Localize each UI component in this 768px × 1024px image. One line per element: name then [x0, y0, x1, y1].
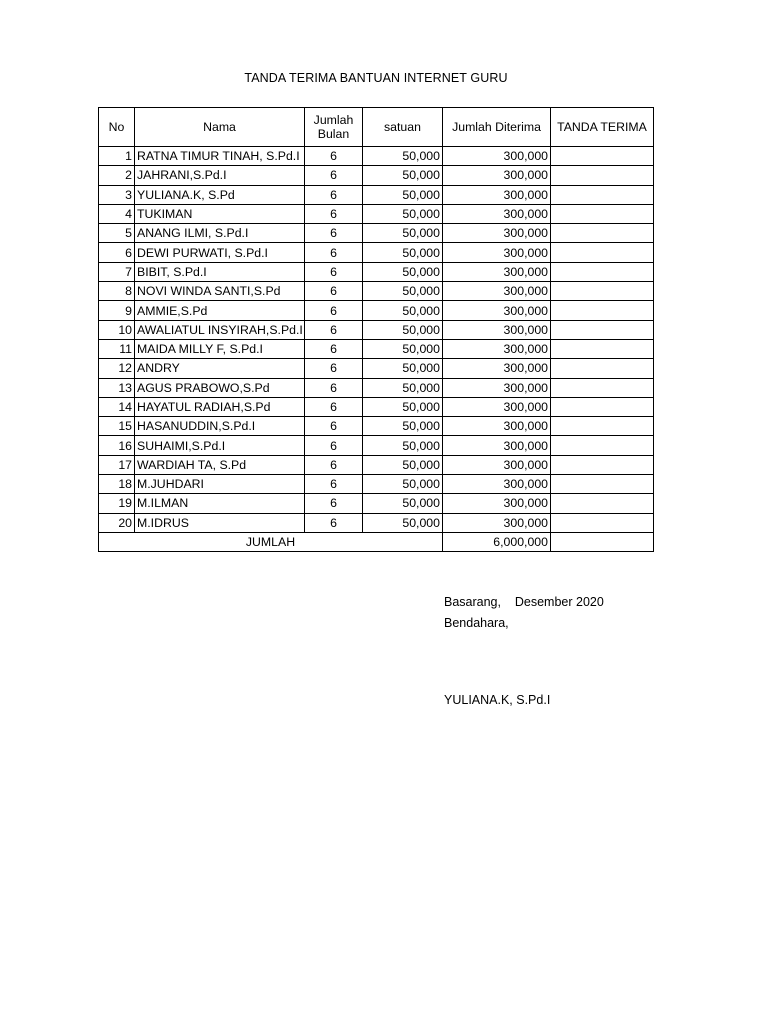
row-satuan: 50,000 — [363, 494, 443, 513]
row-nama: MAIDA MILLY F, S.Pd.I — [135, 339, 305, 358]
document-title: TANDA TERIMA BANTUAN INTERNET GURU — [244, 71, 508, 85]
row-signature-cell — [551, 359, 654, 378]
table-row — [99, 204, 654, 223]
row-no: 13 — [99, 378, 135, 397]
table-row — [99, 494, 654, 513]
row-nama: M.IDRUS — [135, 513, 305, 532]
row-no: 4 — [99, 204, 135, 223]
row-no: 8 — [99, 282, 135, 301]
row-jumlah-bulan: 6 — [305, 185, 363, 204]
row-signature-cell — [551, 243, 654, 262]
row-jumlah-bulan: 6 — [305, 455, 363, 474]
row-signature-cell — [551, 455, 654, 474]
row-satuan: 50,000 — [363, 224, 443, 243]
row-satuan: 50,000 — [363, 147, 443, 166]
row-jumlah-bulan: 6 — [305, 320, 363, 339]
row-jumlah-diterima: 300,000 — [443, 243, 551, 262]
table-row — [99, 417, 654, 436]
row-signature-cell — [551, 147, 654, 166]
row-jumlah-diterima: 300,000 — [443, 417, 551, 436]
row-nama: YULIANA.K, S.Pd — [135, 185, 305, 204]
row-nama: RATNA TIMUR TINAH, S.Pd.I — [135, 147, 305, 166]
row-no: 14 — [99, 397, 135, 416]
table-row — [99, 436, 654, 455]
row-signature-cell — [551, 262, 654, 281]
row-satuan: 50,000 — [363, 204, 443, 223]
row-jumlah-bulan: 6 — [305, 147, 363, 166]
table-row — [99, 378, 654, 397]
row-jumlah-diterima: 300,000 — [443, 185, 551, 204]
receipt-table — [98, 107, 654, 552]
row-jumlah-bulan: 6 — [305, 436, 363, 455]
row-jumlah-diterima: 300,000 — [443, 494, 551, 513]
table-row — [99, 301, 654, 320]
row-jumlah-diterima: 300,000 — [443, 224, 551, 243]
row-nama: ANANG ILMI, S.Pd.I — [135, 224, 305, 243]
row-jumlah-bulan: 6 — [305, 359, 363, 378]
row-no: 19 — [99, 494, 135, 513]
row-jumlah-diterima: 300,000 — [443, 436, 551, 455]
row-no: 20 — [99, 513, 135, 532]
table-row — [99, 320, 654, 339]
row-nama: NOVI WINDA SANTI,S.Pd — [135, 282, 305, 301]
row-signature-cell — [551, 204, 654, 223]
row-nama: WARDIAH TA, S.Pd — [135, 455, 305, 474]
row-jumlah-diterima: 300,000 — [443, 339, 551, 358]
row-nama: BIBIT, S.Pd.I — [135, 262, 305, 281]
row-no: 1 — [99, 147, 135, 166]
row-jumlah-bulan: 6 — [305, 417, 363, 436]
row-jumlah-bulan: 6 — [305, 475, 363, 494]
row-jumlah-bulan: 6 — [305, 513, 363, 532]
table-row — [99, 262, 654, 281]
row-satuan: 50,000 — [363, 417, 443, 436]
row-jumlah-bulan: 6 — [305, 494, 363, 513]
row-jumlah-bulan: 6 — [305, 243, 363, 262]
row-no: 6 — [99, 243, 135, 262]
row-no: 5 — [99, 224, 135, 243]
row-signature-cell — [551, 494, 654, 513]
table-row — [99, 185, 654, 204]
row-jumlah-diterima: 300,000 — [443, 262, 551, 281]
row-no: 3 — [99, 185, 135, 204]
row-no: 10 — [99, 320, 135, 339]
row-jumlah-bulan: 6 — [305, 166, 363, 185]
row-nama: AMMIE,S.Pd — [135, 301, 305, 320]
table-row — [99, 397, 654, 416]
table-row — [99, 224, 654, 243]
header-jumlah-diterima: Jumlah Diterima — [443, 108, 551, 147]
row-jumlah-diterima: 300,000 — [443, 147, 551, 166]
row-nama: TUKIMAN — [135, 204, 305, 223]
row-jumlah-diterima: 300,000 — [443, 320, 551, 339]
row-jumlah-bulan: 6 — [305, 301, 363, 320]
row-satuan: 50,000 — [363, 475, 443, 494]
row-jumlah-diterima: 300,000 — [443, 475, 551, 494]
header-tanda-terima: TANDA TERIMA — [551, 108, 654, 147]
row-jumlah-bulan: 6 — [305, 378, 363, 397]
row-jumlah-diterima: 300,000 — [443, 166, 551, 185]
row-nama: AGUS PRABOWO,S.Pd — [135, 378, 305, 397]
row-satuan: 50,000 — [363, 378, 443, 397]
table-row — [99, 166, 654, 185]
table-row — [99, 359, 654, 378]
row-no: 18 — [99, 475, 135, 494]
row-jumlah-diterima: 300,000 — [443, 513, 551, 532]
row-jumlah-diterima: 300,000 — [443, 455, 551, 474]
header-satuan: satuan — [363, 108, 443, 147]
table-body — [99, 147, 654, 533]
table-row — [99, 282, 654, 301]
row-signature-cell — [551, 166, 654, 185]
row-satuan: 50,000 — [363, 397, 443, 416]
row-satuan: 50,000 — [363, 185, 443, 204]
row-signature-cell — [551, 339, 654, 358]
row-nama: HAYATUL RADIAH,S.Pd — [135, 397, 305, 416]
header-nama: Nama — [135, 108, 305, 147]
footer-signatory-name: YULIANA.K, S.Pd.I — [444, 693, 551, 707]
row-nama: M.ILMAN — [135, 494, 305, 513]
row-nama: DEWI PURWATI, S.Pd.I — [135, 243, 305, 262]
row-signature-cell — [551, 378, 654, 397]
table-row — [99, 475, 654, 494]
row-satuan: 50,000 — [363, 455, 443, 474]
row-jumlah-bulan: 6 — [305, 224, 363, 243]
row-jumlah-bulan: 6 — [305, 282, 363, 301]
table-row — [99, 513, 654, 532]
footer-role: Bendahara, — [444, 616, 509, 630]
row-no: 2 — [99, 166, 135, 185]
row-jumlah-bulan: 6 — [305, 397, 363, 416]
row-no: 17 — [99, 455, 135, 474]
row-nama: AWALIATUL INSYIRAH,S.Pd.I — [135, 320, 305, 339]
footer-place-date: Basarang, Desember 2020 — [444, 595, 604, 609]
total-row — [99, 532, 654, 551]
table-header-row — [99, 108, 654, 147]
row-signature-cell — [551, 320, 654, 339]
table-row — [99, 455, 654, 474]
row-jumlah-diterima: 300,000 — [443, 301, 551, 320]
row-jumlah-bulan: 6 — [305, 204, 363, 223]
row-signature-cell — [551, 397, 654, 416]
table-row — [99, 339, 654, 358]
row-jumlah-diterima: 300,000 — [443, 359, 551, 378]
row-satuan: 50,000 — [363, 282, 443, 301]
row-jumlah-diterima: 300,000 — [443, 204, 551, 223]
row-signature-cell — [551, 475, 654, 494]
row-satuan: 50,000 — [363, 320, 443, 339]
row-satuan: 50,000 — [363, 262, 443, 281]
header-no: No — [99, 108, 135, 147]
row-nama: HASANUDDIN,S.Pd.I — [135, 417, 305, 436]
row-jumlah-diterima: 300,000 — [443, 282, 551, 301]
row-signature-cell — [551, 417, 654, 436]
row-no: 7 — [99, 262, 135, 281]
row-signature-cell — [551, 436, 654, 455]
row-nama: ANDRY — [135, 359, 305, 378]
total-value: 6,000,000 — [443, 532, 551, 551]
total-label: JUMLAH — [99, 532, 443, 551]
row-satuan: 50,000 — [363, 436, 443, 455]
row-signature-cell — [551, 185, 654, 204]
row-no: 11 — [99, 339, 135, 358]
row-satuan: 50,000 — [363, 243, 443, 262]
row-jumlah-diterima: 300,000 — [443, 378, 551, 397]
header-jumlah-bulan: Jumlah Bulan — [305, 108, 363, 147]
row-satuan: 50,000 — [363, 339, 443, 358]
row-no: 16 — [99, 436, 135, 455]
row-satuan: 50,000 — [363, 513, 443, 532]
row-jumlah-bulan: 6 — [305, 339, 363, 358]
row-jumlah-diterima: 300,000 — [443, 397, 551, 416]
row-nama: JAHRANI,S.Pd.I — [135, 166, 305, 185]
row-signature-cell — [551, 282, 654, 301]
row-satuan: 50,000 — [363, 359, 443, 378]
row-nama: M.JUHDARI — [135, 475, 305, 494]
row-signature-cell — [551, 513, 654, 532]
table-row — [99, 147, 654, 166]
row-signature-cell — [551, 301, 654, 320]
total-signature-cell — [551, 532, 654, 551]
row-no: 15 — [99, 417, 135, 436]
row-satuan: 50,000 — [363, 166, 443, 185]
row-jumlah-bulan: 6 — [305, 262, 363, 281]
row-nama: SUHAIMI,S.Pd.I — [135, 436, 305, 455]
table-row — [99, 243, 654, 262]
row-no: 9 — [99, 301, 135, 320]
row-satuan: 50,000 — [363, 301, 443, 320]
row-signature-cell — [551, 224, 654, 243]
row-no: 12 — [99, 359, 135, 378]
